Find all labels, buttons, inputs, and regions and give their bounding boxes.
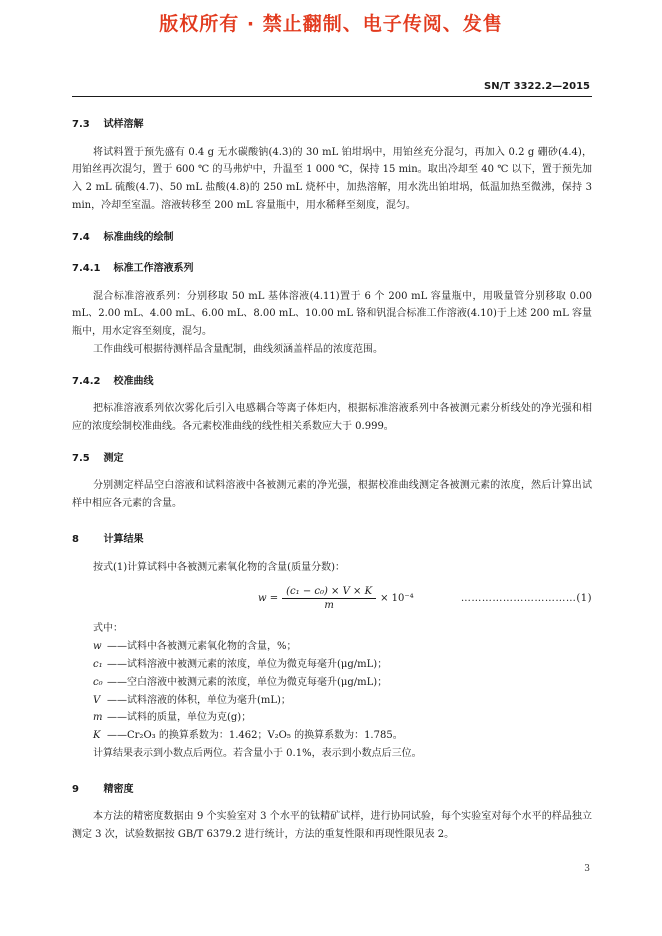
formula-factor: × 10⁻⁴ xyxy=(380,592,414,604)
section-8-heading: 8 计算结果 xyxy=(72,534,144,546)
definition-item: c₀ ——空白溶液中被测元素的浓度，单位为微克每毫升(μg/mL)； xyxy=(93,676,388,688)
section-7-3-body: 将试料置于预先盛有 0.4 g 无水碳酸钠(4.3)的 30 mL 铂坩埚中，用铂丝充分混匀，再加入 0.2 g 硼砂(4.4)，用铂丝再次混匀，置于 600 ℃ 的马弗炉中，升温至 1 000 ℃，保持 15 min。取出冷却至 40 ℃ 以下，置于预先加入 2 mL 硫酸(4.7)、50 mL 盐酸(4.8)的 250 mL 烧杯中，加热溶解，用水洗出铂坩埚，低温加热至微沸，保持 3 min，冷却至室温。溶液转移至 200 mL 容量瓶中，用水稀释至刻度，混匀。 xyxy=(72,146,592,211)
formula-lhs: w = xyxy=(258,592,279,604)
section-7-4-2-heading: 7.4.2 校准曲线 xyxy=(72,375,154,387)
header-rule xyxy=(72,96,592,97)
section-7-4-1-heading: 7.4.1 标准工作溶液系列 xyxy=(72,263,194,275)
formula-numerator: (c₁ − c₀) × V × K xyxy=(282,585,376,599)
where-label: 式中： xyxy=(93,623,123,635)
definition-item: c₁ ——试料溶液中被测元素的浓度，单位为微克每毫升(μg/mL)； xyxy=(93,658,388,670)
rounding-rule: 计算结果表示到小数点后两位。若含量小于 0.1%，表示到小数点后三位。 xyxy=(93,747,422,759)
section-9-heading: 9 精密度 xyxy=(72,783,134,795)
section-7-5-heading: 7.5 测定 xyxy=(72,452,124,464)
formula-denominator: m xyxy=(324,599,334,611)
formula-equation-number: ……………………………(1) xyxy=(460,592,592,604)
section-7-4-heading: 7.4 标准曲线的绘制 xyxy=(72,231,174,243)
definition-item: w ——试料中各被测元素氧化物的含量，%； xyxy=(93,641,297,653)
formula-1 xyxy=(72,580,592,616)
definition-item: K ——Cr₂O₃ 的换算系数为：1.462；V₂O₅ 的换算系数为：1.785。 xyxy=(93,730,403,742)
section-7-3-heading: 7.3 试样溶解 xyxy=(72,119,144,130)
formula-fraction xyxy=(282,585,376,612)
section-9-body: 本方法的精密度数据由 9 个实验室对 3 个水平的钛精矿试样，进行协同试验，每个实验室对每个水平的样品独立测定 3 次，试验数据按 GB/T 6379.2 进行统计，方法的重复性限和再现性限见表 2。 xyxy=(72,811,592,841)
section-8-intro: 按式(1)计算试料中各被测元素氧化物的含量(质量分数)： xyxy=(93,561,345,573)
copyright-banner: 版权所有 · 禁止翻制、电子传阅、发售 xyxy=(159,13,503,35)
document-body xyxy=(72,112,592,844)
definition-item: V ——试料溶液的体积，单位为毫升(mL)； xyxy=(93,694,291,706)
section-7-5-body: 分别测定样品空白溶液和试料溶液中各被测元素的净光强，根据校准曲线测定各被测元素的浓度，然后计算出试样中相应各元素的含量。 xyxy=(72,480,592,510)
section-7-4-2-body: 把标准溶液系列依次雾化后引入电感耦合等离子体炬内，根据标准溶液系列中各被测元素分析线处的净光强和相应的浓度绘制校准曲线。各元素校准曲线的线性相关系数应大于 0.999。 xyxy=(72,403,592,433)
definition-item: m ——试料的质量，单位为克(g)； xyxy=(93,712,252,724)
section-7-4-1-body: 混合标准溶液系列：分别移取 50 mL 基体溶液(4.11)置于 6 个 200 mL 容量瓶中，用吸量管分别移取 0.00 mL、2.00 mL、4.00 mL、6.00 mL、8.00 mL、10.00 mL 铬和钒混合标准工作溶液(4.10)于上述 200 mL 容量瓶中，用水定容至刻度，混匀。 xyxy=(72,290,592,338)
section-7-4-1-note: 工作曲线可根据待测样品含量配制，曲线须涵盖样品的浓度范围。 xyxy=(93,344,383,356)
symbol-definitions xyxy=(72,638,592,745)
page-number: 3 xyxy=(584,864,590,874)
standard-number: SN/T 3322.2—2015 xyxy=(484,81,590,92)
